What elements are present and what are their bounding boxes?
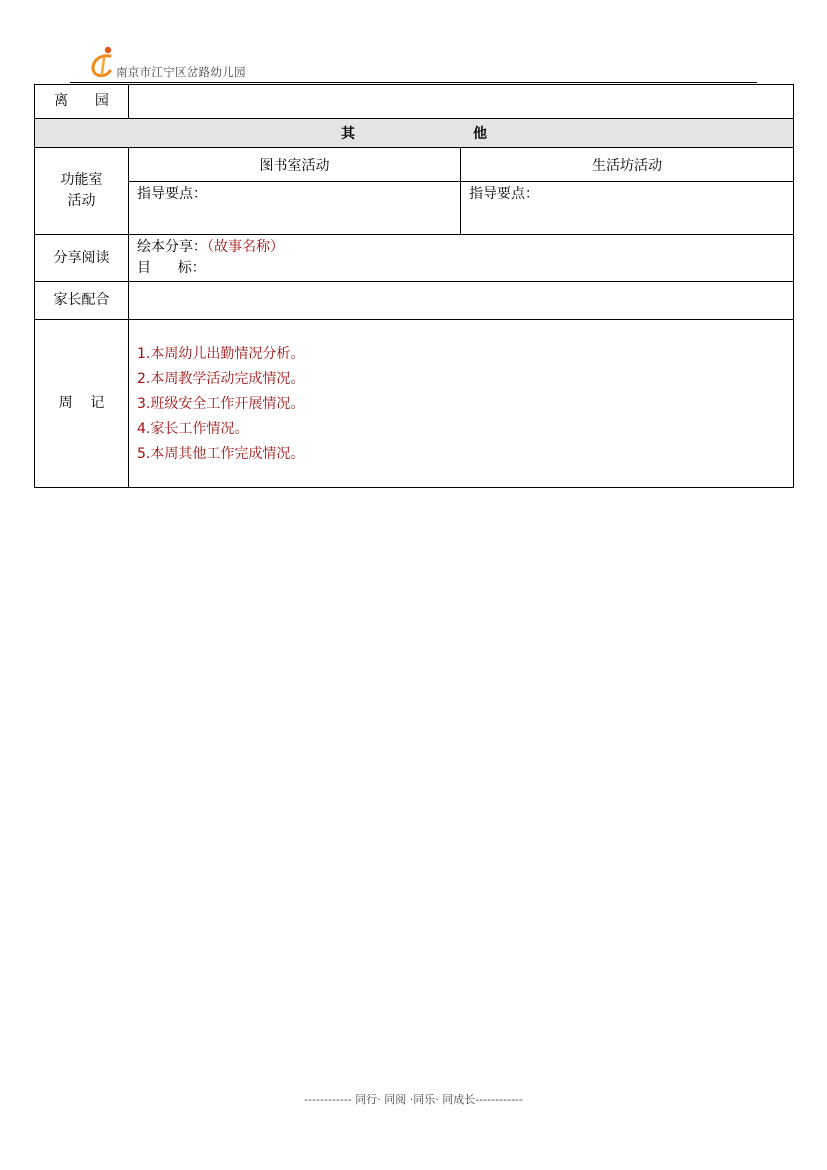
library-activity-title: 图书室活动	[129, 148, 461, 182]
school-name: 南京市江宁区岔路幼儿园	[116, 65, 246, 79]
leave-row	[35, 85, 794, 119]
function-room-points-row	[35, 182, 794, 235]
header-rule	[70, 82, 757, 83]
page-header	[88, 44, 757, 80]
weekly-note-item: 4.家长工作情况。	[137, 421, 249, 437]
weekly-note-item: 3.班级安全工作开展情况。	[137, 396, 305, 412]
other-title-part2: 他	[473, 126, 487, 142]
school-logo-icon	[88, 44, 118, 80]
other-title-part1: 其	[341, 126, 355, 142]
story-name-placeholder: （故事名称）	[207, 239, 284, 255]
parents-value	[129, 282, 794, 320]
weekly-note-item: 2.本周教学活动完成情况。	[137, 371, 305, 387]
reading-content	[129, 235, 794, 282]
leave-value	[129, 85, 794, 119]
parents-label: 家长配合	[35, 282, 129, 320]
picture-book-prefix: 绘本分享：	[137, 239, 207, 255]
life-guide-points: 指导要点：	[461, 182, 794, 235]
life-activity-title: 生活坊活动	[461, 148, 794, 182]
function-room-header-row	[35, 148, 794, 182]
reading-label: 分享阅读	[35, 235, 129, 282]
weekly-note-item: 1.本周幼儿出勤情况分析。	[137, 346, 305, 362]
reading-row	[35, 235, 794, 282]
weekly-notes-row	[35, 320, 794, 488]
weekly-notes-list	[129, 320, 794, 488]
parents-row	[35, 282, 794, 320]
page-footer: ------------ 同行· 同阅 ·同乐· 同成长------------	[304, 1093, 523, 1106]
other-section-row	[35, 119, 794, 148]
other-section-header	[35, 119, 794, 148]
function-room-label-line2: 活动	[67, 193, 96, 209]
leave-label: 离 园	[35, 85, 129, 119]
function-room-label-line1: 功能室	[60, 172, 103, 188]
reading-goal: 目 标：	[137, 260, 206, 276]
weekly-notes-label: 周 记	[35, 320, 129, 488]
function-room-label	[35, 148, 129, 235]
weekly-plan-table	[34, 84, 794, 488]
weekly-note-item: 5.本周其他工作完成情况。	[137, 446, 305, 462]
library-guide-points: 指导要点：	[129, 182, 461, 235]
picture-book-line	[137, 237, 793, 258]
